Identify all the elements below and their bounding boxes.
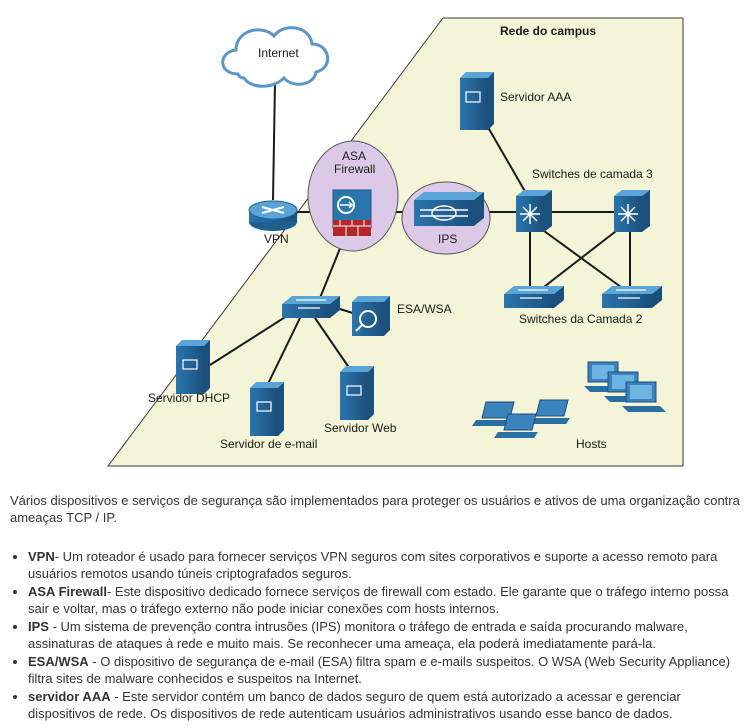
hosts-label: Hosts	[576, 437, 607, 451]
device-list	[10, 548, 742, 722]
list-item-aaa	[28, 688, 742, 722]
dhcp-server-icon[interactable]	[176, 340, 210, 394]
asa-label-line2: Firewall	[334, 162, 376, 176]
list-item-esa	[28, 653, 742, 687]
description	[10, 492, 742, 723]
term: ASA Firewall	[28, 584, 107, 599]
esa-label: ESA/WSA	[397, 302, 452, 316]
vpn-router-icon[interactable]	[249, 201, 297, 231]
email-label: Servidor de e-mail	[220, 437, 318, 451]
desc: - Este servidor contém um banco de dados seguro de quem está autorizado a acessar e gerenciar dispositivos de rede. Os dispositivos de rede autenticam usuários administrativos usando esse banco de dados.	[28, 689, 681, 721]
list-item-ips	[28, 618, 742, 652]
list-item-asa	[28, 583, 742, 617]
email-server-icon[interactable]	[250, 382, 284, 436]
l3-label: Switches de camada 3	[532, 167, 653, 181]
asa-label-line1: ASA	[342, 149, 367, 163]
term: servidor AAA	[28, 689, 111, 704]
desc: - Um roteador é usado para fornecer serviços VPN seguros com sites corporativos e suporte a acesso remoto para usuários remotos usando túneis criptografados seguros.	[28, 549, 718, 581]
l3-switch-left-icon[interactable]	[516, 190, 552, 232]
dhcp-label: Servidor DHCP	[148, 391, 231, 405]
web-label: Servidor Web	[324, 421, 397, 435]
internet-label: Internet	[258, 46, 299, 60]
l2-label: Switches da Camada 2	[519, 312, 643, 326]
aaa-server-icon[interactable]	[460, 72, 494, 130]
desc: - Um sistema de prevenção contra intrusões (IPS) monitora o tráfego de entrada e saída procurando malware, assinaturas de ataques à rede e muito mais. Se reconhecer uma ameaça, ela poderá imediatamente pará-la.	[28, 619, 688, 651]
list-item-vpn	[28, 548, 742, 582]
vpn-label: VPN	[264, 232, 289, 246]
l2-switch-left-icon[interactable]	[504, 286, 564, 308]
ips-icon	[414, 192, 484, 226]
l3-switch-right-icon[interactable]	[614, 190, 650, 232]
l2-switch-right-icon[interactable]	[602, 286, 662, 308]
esa-wsa-icon[interactable]	[352, 296, 390, 336]
web-server-icon[interactable]	[340, 366, 374, 420]
term: ESA/WSA	[28, 654, 89, 669]
access-switch-icon[interactable]	[282, 296, 340, 318]
term: IPS	[28, 619, 49, 634]
ips-label: IPS	[438, 232, 458, 246]
campus-label: Rede do campus	[500, 24, 597, 38]
firewall-icon	[333, 190, 371, 236]
term: VPN	[28, 549, 55, 564]
desc: - Este dispositivo dedicado fornece serviços de firewall com estado. Ele garante que o tráfego interno possa sair e voltar, mas o tráfego externo não pode iniciar conexões com hosts internos.	[28, 584, 729, 616]
aaa-label: Servidor AAA	[500, 90, 572, 104]
intro-paragraph: Vários dispositivos e serviços de segurança são implementados para proteger os usuários e ativos de uma organização contra ameaças TCP / IP.	[10, 493, 740, 525]
desc: - O dispositivo de segurança de e-mail (ESA) filtra spam e e-mails suspeitos. O WSA (Web Security Appliance) filtra sites de malware conhecidos e suspeitos na Internet.	[28, 654, 731, 686]
